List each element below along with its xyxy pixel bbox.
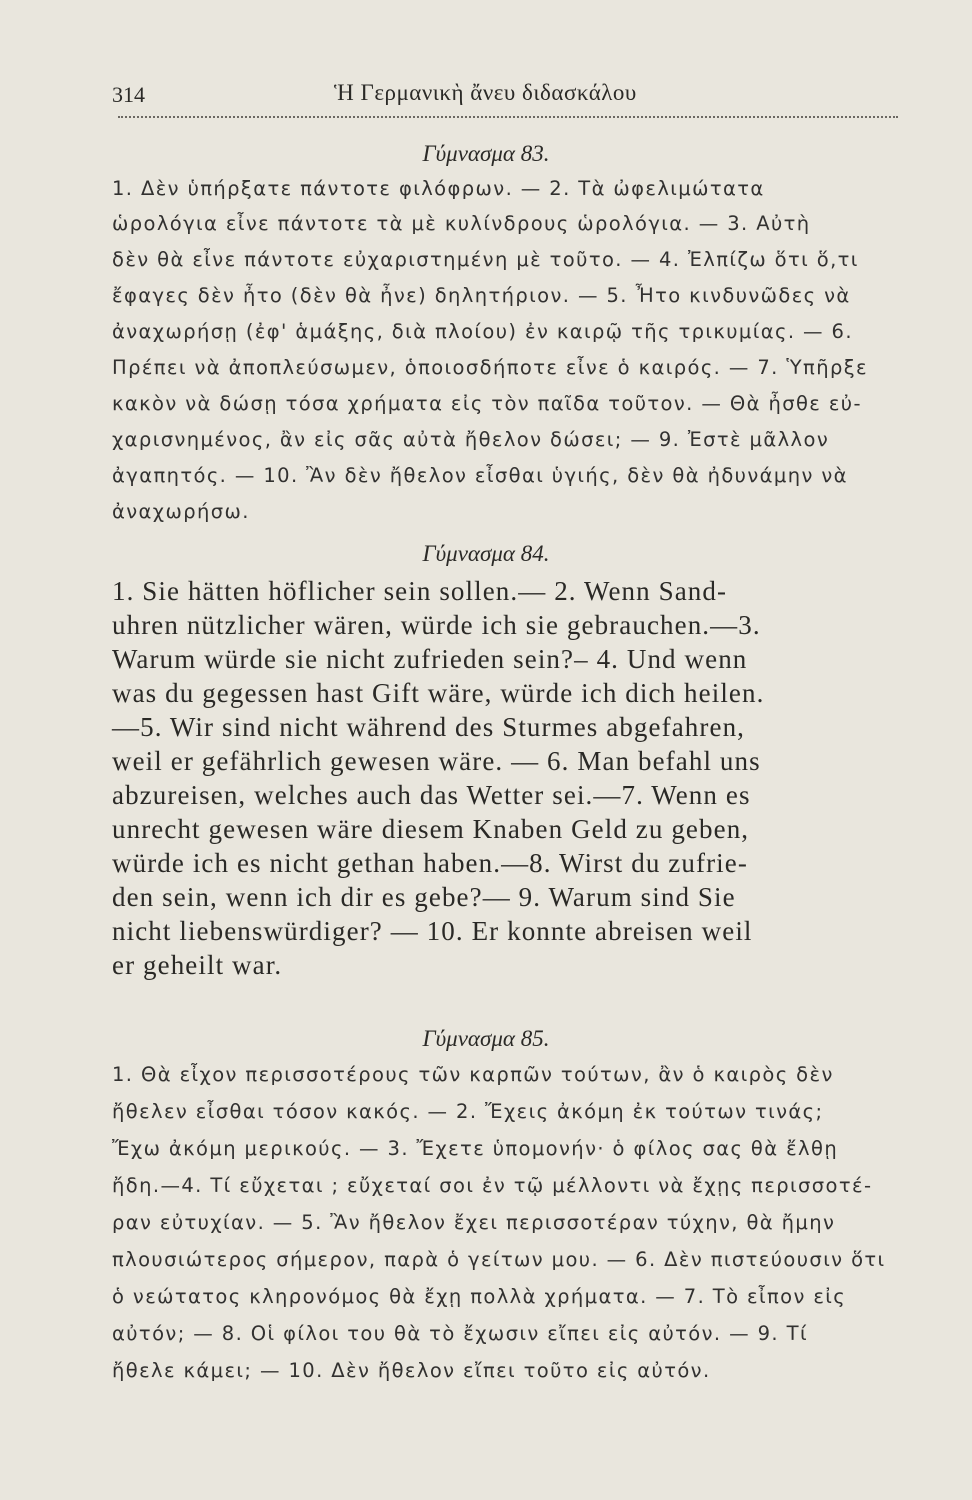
section-title-83: Γύμνασμα 83. [422,141,550,166]
page-header [112,74,898,114]
text-line: ἤδη.—4. Τί εὔχεται ; εὔχεταί σοι ἐν τῷ μέλλοντι νὰ ἔχῃς περισσοτέ- [112,1174,873,1197]
text-line: ἤθελε κάμει; — 10. Δὲν ἤθελον εἴπει τοῦτο εἰς αὐτόν. [112,1359,711,1382]
text-line: χαρισνημένος, ἂν εἰς σᾶς αὐτὰ ἤθελον δώσει; — 9. Ἐστὲ μᾶλλον [112,428,830,451]
text-line: 1. Θὰ εἶχον περισσοτέρους τῶν καρπῶν τούτων, ἂν ὁ καιρὸς δὲν [112,1063,834,1086]
text-line: 1. Δὲν ὑπήρξατε πάντοτε φιλόφρων. — 2. Τὰ ὠφελιμώτατα [112,177,765,200]
page-number: 314 [112,82,145,107]
running-head: Ἡ Γερμανικὴ ἄνευ διδασκάλου [334,80,637,105]
text-line: würde ich es nicht gethan haben.—8. Wirst du zufrie- [112,848,748,878]
text-line: κακὸν νὰ δώσῃ τόσα χρήματα εἰς τὸν παῖδα τοῦτον. — Θὰ ἦσθε εὐ- [112,392,862,415]
text-line: αὐτόν; — 8. Οἱ φίλοι του θὰ τὸ ἔχωσιν εἴπει εἰς αὐτόν. — 9. Τί [112,1322,808,1345]
section-title-84: Γύμνασμα 84. [422,541,550,566]
text-line: weil er gefährlich gewesen wäre. — 6. Man befahl uns [112,746,761,776]
text-line: ἀναχωρήσῃ (ἐφ' ἁμάξης, διὰ πλοίου) ἐν καιρῷ τῆς τρικυμίας. — 6. [112,320,853,343]
text-line: Ἔχω ἀκόμη μερικούς. — 3. Ἔχετε ὑπομονήν· ὁ φίλος σας θὰ ἔλθῃ [112,1137,839,1160]
text-line: Warum würde sie nicht zufrieden sein?– 4. Und wenn [112,644,748,674]
text-line: Πρέπει νὰ ἀποπλεύσωμεν, ὁποιοσδήποτε εἶνε ὁ καιρός. — 7. Ὑπῆρξε [112,356,868,379]
text-line: was du gegessen hast Gift wäre, würde ich dich heilen. [112,678,765,708]
text-line: er geheilt war. [112,950,283,980]
text-line: ἀναχωρήσω. [112,500,250,523]
text-line: δὲν θὰ εἶνε πάντοτε εὐχαριστημένη μὲ τοῦτο. — 4. Ἐλπίζω ὅτι ὅ,τι [112,248,859,271]
text-line: ἀγαπητός. — 10. Ἂν δὲν ἤθελον εἶσθαι ὑγιής, δὲν θὰ ἠδυνάμην νὰ [112,464,848,487]
text-line: —5. Wir sind nicht während des Sturmes abgefahren, [112,712,746,742]
text-line: ἔφαγες δὲν ἦτο (δὲν θὰ ἦνε) δηλητήριον. — 5. Ἦτο κινδυνῶδες νὰ [112,284,851,307]
text-line: uhren nützlicher wären, würde ich sie gebrauchen.—3. [112,610,761,640]
text-line: ραν εὐτυχίαν. — 5. Ἂν ἤθελον ἔχει περισσοτέραν τύχην, θὰ ἤμην [112,1211,836,1234]
text-line: unrecht gewesen wäre diesem Knaben Geld zu geben, [112,814,750,844]
text-line: nicht liebenswürdiger? — 10. Er konnte abreisen weil [112,916,753,946]
header-rule [118,116,898,121]
text-line: den sein, wenn ich dir es gebe?— 9. Warum sind Sie [112,882,736,912]
text-line: 1. Sie hätten höflicher sein sollen.— 2. Wenn Sand- [112,576,728,606]
section-title-85: Γύμνασμα 85. [422,1026,550,1051]
text-line: ὡρολόγια εἶνε πάντοτε τὰ μὲ κυλίνδρους ὡρολόγια. — 3. Αὐτὴ [112,212,811,235]
text-line: ἤθελεν εἶσθαι τόσον κακός. — 2. Ἔχεις ἀκόμη ἐκ τούτων τινάς; [112,1100,824,1123]
text-line: πλουσιώτερος σήμερον, παρὰ ὁ γείτων μου. — 6. Δὲν πιστεύουσιν ὅτι [112,1248,886,1271]
text-line: ὁ νεώτατος κληρονόμος θὰ ἔχῃ πολλὰ χρήματα. — 7. Τὸ εἶπον εἰς [112,1285,847,1308]
text-line: abzureisen, welches auch das Wetter sei.—7. Wenn es [112,780,751,810]
